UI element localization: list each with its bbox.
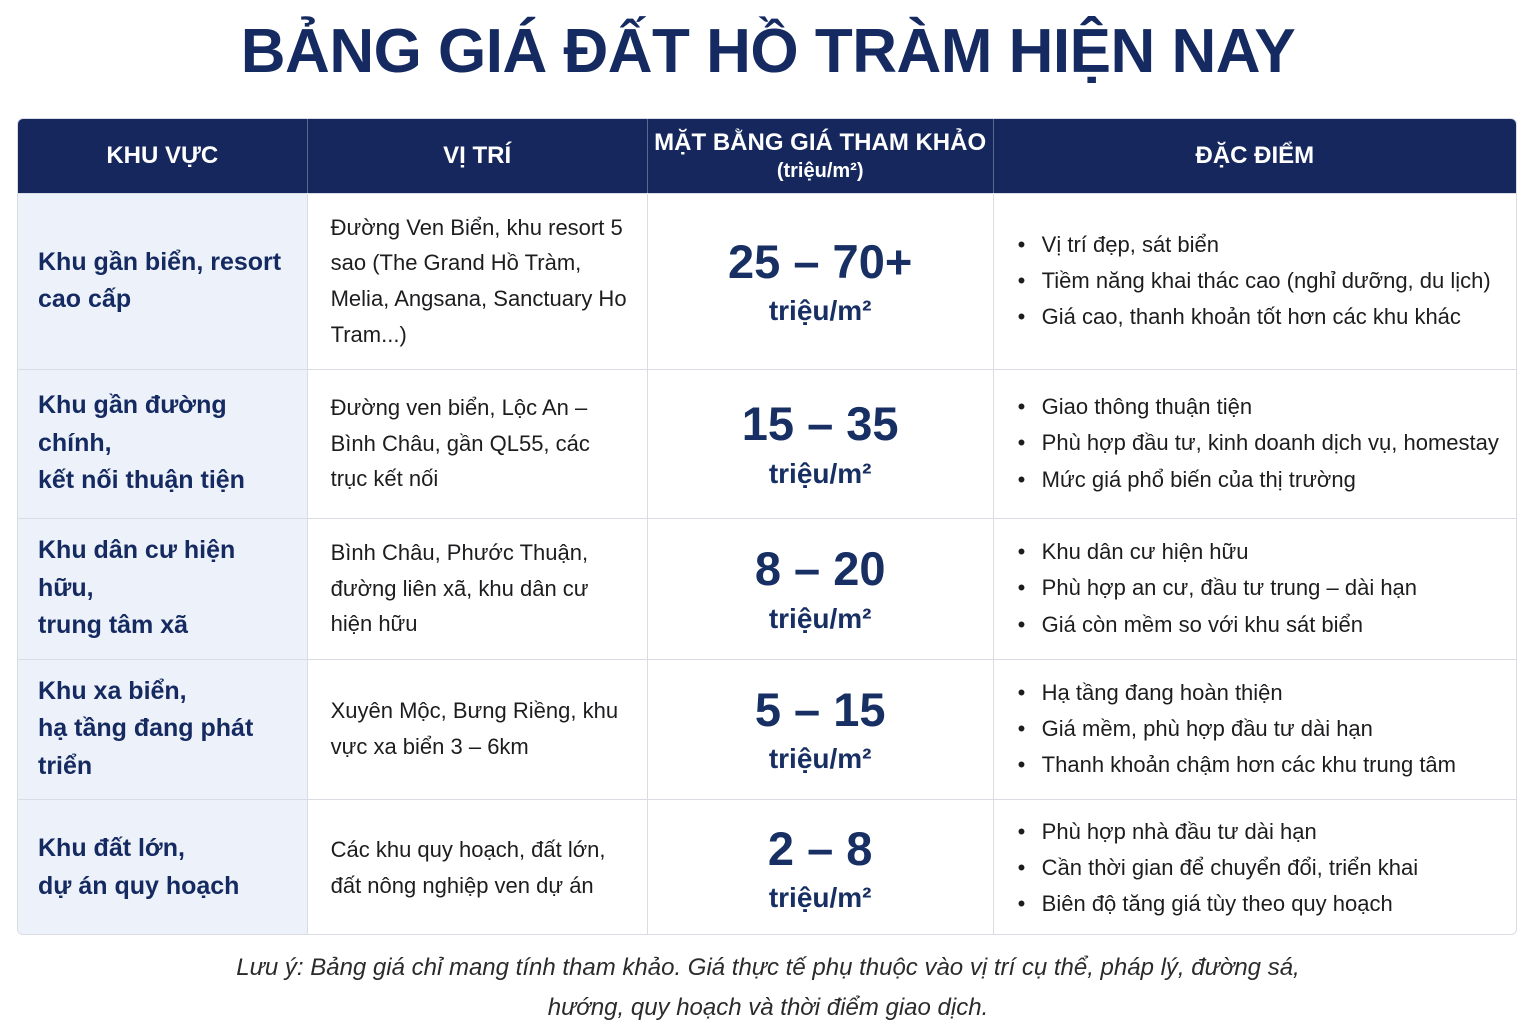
table-row (18, 659, 1516, 799)
column-header-price-unit: (triệu/m²) (776, 159, 864, 182)
disclaimer-line-2: hướng, quy hoạch và thời điểm giao dịch. (547, 993, 989, 1021)
table-row (18, 369, 1516, 518)
feature-item: • Giá cao, thanh khoản tốt hơn các khu khác (1016, 299, 1502, 335)
area-name: Khu gần biển, resort (38, 247, 282, 276)
feature-item: • Khu dân cư hiện hữu (1016, 534, 1502, 570)
price-range: 15 – 35 (741, 397, 899, 451)
feature-item: • Tiềm năng khai thác cao (nghỉ dưỡng, du lịch) (1016, 263, 1502, 299)
price-cell (647, 369, 993, 518)
price-unit: triệu/m² (768, 743, 872, 775)
table-row (18, 518, 1516, 659)
price-unit: triệu/m² (768, 602, 872, 634)
features-list (1016, 227, 1502, 335)
location-cell: Đường Ven Biển, khu resort 5 sao (The Grand Hồ Tràm, Melia, Angsana, Sanctuary Ho Tram...) (307, 193, 647, 369)
area-cell (18, 659, 307, 799)
features-list (1016, 814, 1502, 922)
feature-item: • Vị trí đẹp, sát biển (1016, 227, 1502, 263)
location-cell: Xuyên Mộc, Bưng Riềng, khu vực xa biển 3 – 6km (307, 659, 647, 799)
feature-item: • Phù hợp an cư, đầu tư trung – dài hạn (1016, 570, 1502, 606)
area-name: cao cấp (38, 285, 132, 313)
price-cell (647, 799, 993, 935)
price-unit: triệu/m² (768, 295, 872, 327)
price-unit: triệu/m² (768, 881, 872, 913)
area-name: kết nối thuận tiện (38, 466, 245, 495)
features-list (1016, 389, 1502, 497)
area-cell (18, 518, 307, 659)
disclaimer-line-1: Lưu ý: Bảng giá chỉ mang tính tham khảo. Giá thực tế phụ thuộc vào vị trí cụ thể, pháp lý, đường sá, (236, 954, 1300, 981)
feature-item: • Giao thông thuận tiện (1016, 389, 1502, 425)
features-cell (993, 799, 1516, 935)
price-range: 8 – 20 (754, 542, 886, 596)
area-name: hạ tầng đang phát triển (38, 714, 254, 780)
feature-item: • Hạ tầng đang hoàn thiện (1016, 675, 1502, 711)
feature-item: • Cần thời gian để chuyển đổi, triển khai (1016, 850, 1502, 886)
features-cell (993, 659, 1516, 799)
column-header-price-label: MẶT BẰNG GIÁ THAM KHẢO (654, 128, 987, 156)
area-name: Khu dân cư hiện hữu, (38, 536, 236, 602)
feature-item: • Giá mềm, phù hợp đầu tư dài hạn (1016, 711, 1502, 747)
location-cell: Các khu quy hoạch, đất lớn, đất nông nghiệp ven dự án (307, 799, 647, 935)
price-cell (647, 659, 993, 799)
table-header-row (18, 119, 1516, 193)
feature-item: • Phù hợp đầu tư, kinh doanh dịch vụ, homestay (1016, 425, 1502, 461)
price-range: 2 – 8 (767, 821, 873, 875)
area-name: dự án quy hoạch (38, 871, 240, 900)
area-name: Khu đất lớn, (38, 834, 185, 863)
price-table-grid (18, 119, 1516, 935)
price-cell (647, 193, 993, 369)
feature-item: • Biên độ tăng giá tùy theo quy hoạch (1016, 886, 1502, 922)
column-header-location: VỊ TRÍ (307, 119, 647, 193)
price-unit: triệu/m² (768, 457, 872, 489)
column-header-price (647, 119, 993, 193)
area-cell (18, 193, 307, 369)
features-cell (993, 369, 1516, 518)
features-cell (993, 518, 1516, 659)
feature-item: • Giá còn mềm so với khu sát biển (1016, 607, 1502, 643)
price-range: 5 – 15 (754, 682, 886, 736)
table-row (18, 193, 1516, 369)
disclaimer-note (0, 948, 1536, 1024)
area-cell (18, 369, 307, 518)
location-cell: Đường ven biển, Lộc An – Bình Châu, gần QL55, các trục kết nối (307, 369, 647, 518)
area-name: Khu xa biển, (38, 676, 187, 705)
area-name: Khu gần đường chính, (38, 391, 227, 457)
price-cell (647, 518, 993, 659)
features-list (1016, 675, 1502, 783)
price-range: 25 – 70+ (728, 234, 913, 288)
column-header-area: KHU VỰC (18, 119, 307, 193)
feature-item: • Thanh khoản chậm hơn các khu trung tâm (1016, 747, 1502, 783)
features-cell (993, 193, 1516, 369)
table-row (18, 799, 1516, 935)
feature-item: • Phù hợp nhà đầu tư dài hạn (1016, 814, 1502, 850)
features-list (1016, 534, 1502, 642)
area-cell (18, 799, 307, 935)
feature-item: • Mức giá phổ biến của thị trường (1016, 462, 1502, 498)
area-name: trung tâm xã (38, 611, 189, 640)
price-table (17, 118, 1517, 935)
page-title: BẢNG GIÁ ĐẤT HỒ TRÀM HIỆN NAY (240, 17, 1296, 86)
location-cell: Bình Châu, Phước Thuận, đường liên xã, khu dân cư hiện hữu (307, 518, 647, 659)
column-header-features: ĐẶC ĐIỂM (993, 119, 1516, 193)
